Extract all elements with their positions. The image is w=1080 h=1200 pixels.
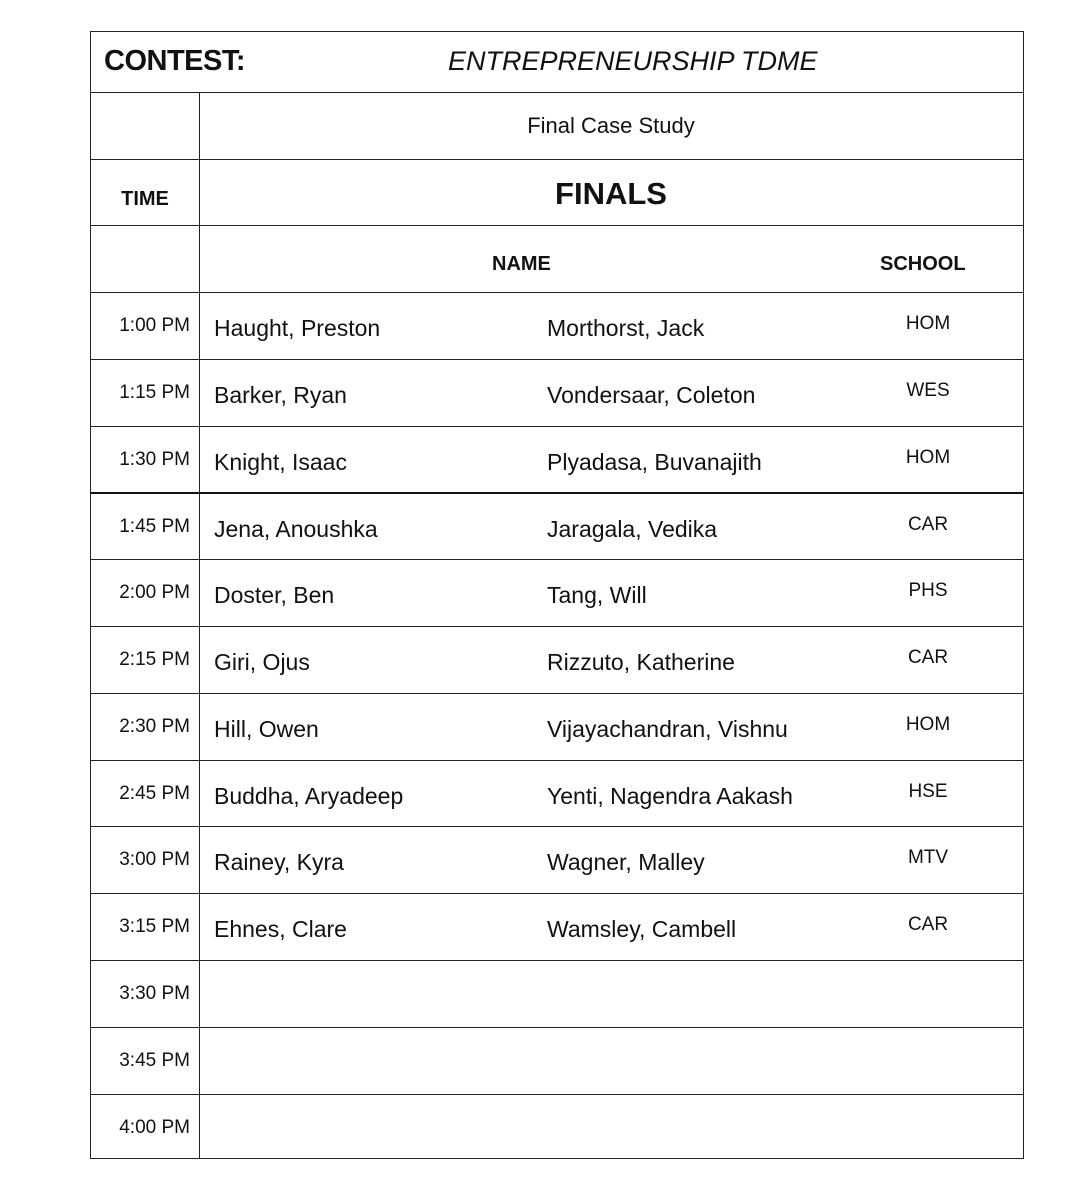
- round-title: FINALS: [555, 176, 667, 211]
- name-cell-first: Doster, Ben: [214, 582, 335, 609]
- name-cell-first: Buddha, Aryadeep: [214, 782, 404, 809]
- table-row: [91, 893, 1023, 960]
- name-cell-second: Yenti, Nagendra Aakash: [547, 782, 793, 809]
- table-row: [91, 826, 1023, 893]
- time-cell: 1:45 PM: [119, 516, 190, 538]
- school-cell: CAR: [907, 647, 949, 668]
- school-cell: HOM: [905, 446, 951, 468]
- name-cell-second: Vijayachandran, Vishnu: [547, 715, 788, 742]
- school-cell: HOM: [905, 713, 951, 735]
- contest-row: [91, 32, 1023, 92]
- schedule-sheet: [90, 31, 1024, 1159]
- name-cell-first: Hill, Owen: [214, 715, 319, 742]
- name-cell-first: Knight, Isaac: [214, 448, 347, 475]
- name-cell-first: Barker, Ryan: [214, 381, 347, 408]
- school-cell: HOM: [905, 313, 951, 334]
- event-subtitle: Final Case Study: [527, 113, 695, 138]
- table-row: [91, 559, 1023, 626]
- time-cell: 3:45 PM: [119, 1049, 190, 1071]
- time-cell: 2:00 PM: [119, 582, 190, 604]
- contest-label: CONTEST:: [104, 45, 245, 77]
- time-cell: 2:15 PM: [119, 649, 190, 670]
- table-row: [91, 693, 1023, 760]
- school-column-header: SCHOOL: [880, 253, 966, 275]
- name-cell-first: Giri, Ojus: [214, 649, 310, 675]
- table-row: [91, 492, 1023, 559]
- table-row: [91, 960, 1023, 1027]
- school-cell: CAR: [907, 914, 949, 936]
- time-cell: 4:00 PM: [119, 1116, 190, 1138]
- column-header-row: [91, 225, 1023, 292]
- school-cell: PHS: [908, 580, 948, 602]
- name-cell-second: Rizzuto, Katherine: [547, 649, 735, 675]
- time-cell: 1:00 PM: [119, 315, 190, 336]
- school-cell: HSE: [908, 780, 948, 802]
- school-cell: CAR: [907, 514, 949, 536]
- table-row: [91, 292, 1023, 359]
- time-cell: 2:45 PM: [119, 782, 190, 804]
- name-cell-second: Jaragala, Vedika: [547, 516, 718, 543]
- name-cell-second: Plyadasa, Buvanajith: [547, 448, 762, 475]
- name-column-header: NAME: [492, 253, 551, 275]
- name-cell-second: Wamsley, Cambell: [547, 916, 737, 943]
- name-cell-second: Morthorst, Jack: [547, 315, 705, 341]
- table-row: [91, 1094, 1023, 1161]
- time-cell: 3:00 PM: [119, 849, 190, 871]
- name-cell-second: Tang, Will: [547, 582, 647, 609]
- school-cell: WES: [906, 379, 950, 401]
- time-cell: 1:30 PM: [119, 448, 190, 470]
- table-row: [91, 426, 1023, 493]
- name-cell-first: Jena, Anoushka: [214, 516, 378, 543]
- name-cell-first: Ehnes, Clare: [214, 916, 347, 943]
- time-column-divider: [199, 92, 200, 1158]
- name-cell-first: Haught, Preston: [214, 315, 381, 341]
- name-cell-first: Rainey, Kyra: [214, 849, 344, 876]
- school-cell: MTV: [907, 847, 949, 869]
- table-row: [91, 359, 1023, 426]
- table-row: [91, 1027, 1023, 1094]
- time-cell: 1:15 PM: [119, 381, 190, 403]
- table-row: [91, 760, 1023, 827]
- time-cell: 3:15 PM: [119, 916, 190, 938]
- round-row: [91, 159, 1023, 225]
- name-cell-second: Vondersaar, Coleton: [547, 381, 756, 408]
- name-cell-second: Wagner, Malley: [547, 849, 705, 876]
- time-cell: 2:30 PM: [119, 715, 190, 737]
- time-column-header: TIME: [121, 188, 169, 210]
- table-row: [91, 626, 1023, 693]
- time-cell: 3:30 PM: [119, 983, 190, 1004]
- contest-name: ENTREPRENEURSHIP TDME: [448, 46, 818, 76]
- subtitle-row: [91, 92, 1023, 159]
